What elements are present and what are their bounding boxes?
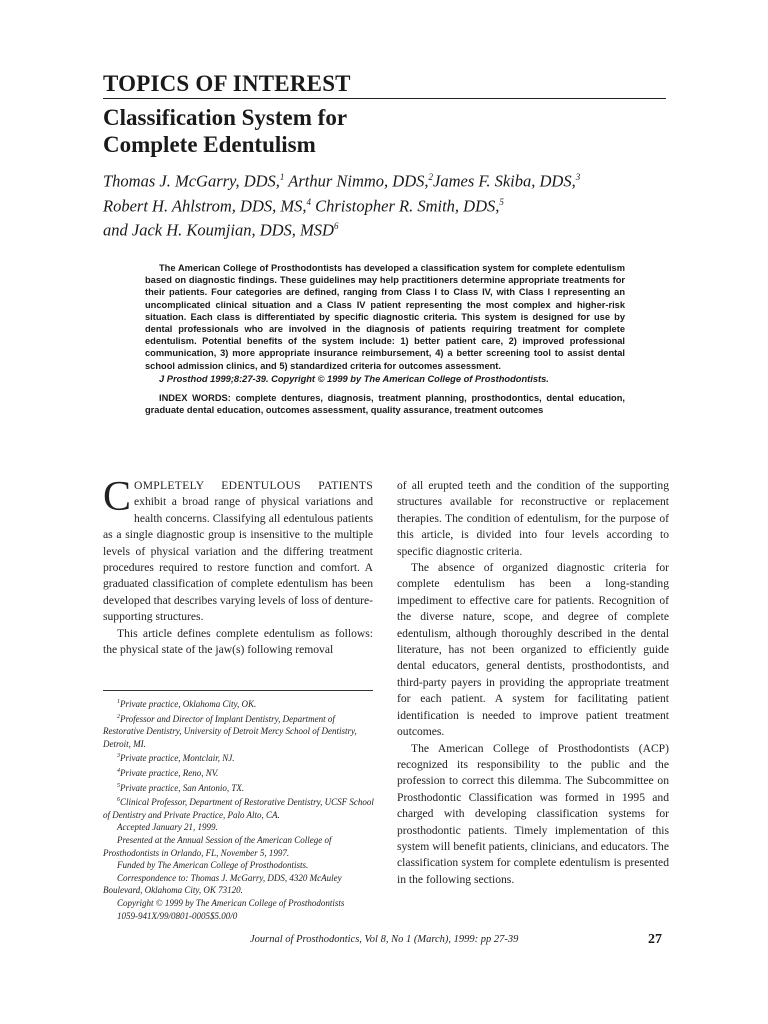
article-code: 1059-941X/99/0801-0005$5.00/0 bbox=[117, 910, 238, 921]
accepted-date: Accepted January 21, 1999. bbox=[117, 822, 218, 833]
footnote-text: Professor and Director of Implant Dentistry, Department of Restorative Dentistry, University of Detroit Mercy School of Dentistry, Detroit, MI. bbox=[103, 713, 357, 749]
footnote-text: Private practice, Montclair, NJ. bbox=[120, 753, 235, 764]
body-column-left bbox=[103, 474, 373, 658]
footnote bbox=[103, 750, 375, 765]
author-name: Christopher R. Smith, DDS, bbox=[311, 196, 500, 215]
footnote-mark: 6 bbox=[117, 797, 120, 804]
footnote-mark: 3 bbox=[117, 753, 120, 760]
abstract bbox=[145, 262, 625, 416]
footnote bbox=[103, 794, 375, 821]
body-paragraph: of all erupted teeth and the condition of the supporting structures available for reconstructive or replacement therapies. The condition of edentulism, for the purpose of this article, is divided into four levels according to specific diagnostic criteria. bbox=[397, 479, 669, 558]
paragraph-text: exhibit a broad range of physical variations and health concerns. Classifying all edentulous patients as a single diagnostic group is insensitive to the multiple levels of physical variation and the differing treatment procedures required to restore function and comfort. A graduated classification of complete edentulism has been developed that describes varying levels of loss of denture-supporting structures. bbox=[103, 495, 373, 624]
footnote bbox=[103, 696, 375, 711]
author-name: and Jack H. Koumjian, DDS, MSD bbox=[103, 220, 334, 240]
footnote bbox=[103, 765, 375, 780]
author-name: James F. Skiba, DDS, bbox=[433, 171, 576, 191]
correspondence-note: Correspondence to: Thomas J. McGarry, DDS, 4320 McAuley Boulevard, Oklahoma City, OK 73120. bbox=[103, 872, 342, 896]
author-affiliation-mark: 5 bbox=[499, 196, 504, 207]
lead-in-text: OMPLETELY EDENTULOUS PATIENTS bbox=[134, 479, 373, 492]
body-column-right bbox=[397, 478, 669, 888]
footnote-text: Clinical Professor, Department of Restorative Dentistry, UCSF School of Dentistry and Private Practice, Palo Alto, CA. bbox=[103, 797, 374, 820]
author-affiliation-mark: 4 bbox=[306, 196, 311, 207]
page-number: 27 bbox=[648, 932, 662, 947]
footnote-text: Private practice, Reno, NV. bbox=[120, 767, 219, 778]
author-affiliation-mark: 1 bbox=[279, 172, 285, 182]
abstract-citation: J Prosthod 1999;8:27-39. Copyright © 1999 by The American College of Prosthodontists. bbox=[159, 373, 549, 384]
author-name: Robert H. Ahlstrom, DDS, MS, bbox=[103, 196, 307, 215]
footnote bbox=[103, 780, 375, 795]
author-name: Thomas J. McGarry, DDS, bbox=[103, 171, 280, 191]
body-paragraph: The absence of organized diagnostic criteria for complete edentulism has been a long-standing impediment to effective care for patients. Recognition of the diverse nature, scope, and degree of complete edentulism, although thoroughly described in the dental literature, has not been organized to efficiently guide dental educators, general dentists, prosthodontists, and third-party payers in providing the appropriate treatment for each patient. A system for facilitating patient identification is needed to improve patient treatment outcomes. bbox=[397, 561, 669, 739]
journal-citation-footer: Journal of Prosthodontics, Vol 8, No 1 (March), 1999: pp 27-39 bbox=[250, 934, 519, 945]
article-title bbox=[103, 104, 663, 158]
index-words: INDEX WORDS: complete dentures, diagnosis, treatment planning, prosthodontics, dental education, graduate dental education, outcomes assessment, quality assurance, treatment outcomes bbox=[145, 393, 625, 416]
footnote-mark: 2 bbox=[117, 713, 120, 720]
footnote-text: Private practice, Oklahoma City, OK. bbox=[120, 699, 257, 709]
author-affiliation-mark: 6 bbox=[333, 221, 339, 231]
author-line-2 bbox=[103, 192, 663, 217]
author-line-1 bbox=[103, 167, 663, 192]
copyright-note: Copyright © 1999 by The American College of Prosthodontists bbox=[117, 897, 345, 908]
drop-cap: C bbox=[103, 474, 132, 520]
intro-paragraph bbox=[103, 474, 373, 626]
presented-note: Presented at the Annual Session of the American College of Prosthodontists in Orlando, FL, November 5, 1997. bbox=[103, 834, 332, 858]
author-name: Arthur Nimmo, DDS, bbox=[284, 171, 429, 191]
title-line-2: Complete Edentulism bbox=[103, 132, 316, 157]
author-affiliation-mark: 2 bbox=[428, 172, 434, 182]
footnote-text: Private practice, San Antonio, TX. bbox=[120, 782, 245, 793]
author-list bbox=[103, 167, 663, 241]
footnote bbox=[103, 711, 375, 751]
footnote-divider bbox=[103, 690, 373, 691]
footnote-mark: 4 bbox=[117, 767, 120, 774]
author-line-3 bbox=[103, 216, 663, 241]
author-affiliation-mark: 3 bbox=[575, 172, 581, 182]
funding-note: Funded by The American College of Prosthodontists. bbox=[117, 860, 309, 871]
footnotes bbox=[103, 696, 375, 922]
section-header: TOPICS OF INTEREST bbox=[103, 70, 666, 99]
abstract-body: The American College of Prosthodontists has developed a classification system for complete edentulism based on diagnostic findings. These guidelines may help practitioners determine appropriate treatments for their patients. Four categories are defined, ranging from Class I to Class IV, with Class I representing an uncomplicated clinical situation and a Class IV patient representing the most complex and higher-risk situation. Each class is differentiated by specific diagnostic criteria. This system is designed for use by dental professionals who are involved in the diagnosis of patients requiring treatment for complete edentulism. Potential benefits of the system include: 1) better patient care, 2) improved professional communication, 3) more appropriate insurance reimbursement, 4) a better screening tool to assist dental school admission clinics, and 5) standardized criteria for outcomes assessment. bbox=[145, 263, 625, 371]
footnote-mark: 1 bbox=[117, 699, 120, 705]
title-line-1: Classification System for bbox=[103, 105, 348, 130]
body-paragraph: The American College of Prosthodontists (ACP) recognized its responsibility to the public and the profession to correct this dilemma. The Subcommittee on Prosthodontic Classification was formed in 1995 and charged with developing classification systems for prosthodontic patients. Timely implementation of this system will benefit patients, clinicians, and educators. The classification system for complete edentulism is presented in the following sections. bbox=[397, 741, 669, 886]
footnote-mark: 5 bbox=[117, 782, 120, 789]
body-paragraph: This article defines complete edentulism as follows: the physical state of the jaw(s) following removal bbox=[103, 626, 373, 657]
